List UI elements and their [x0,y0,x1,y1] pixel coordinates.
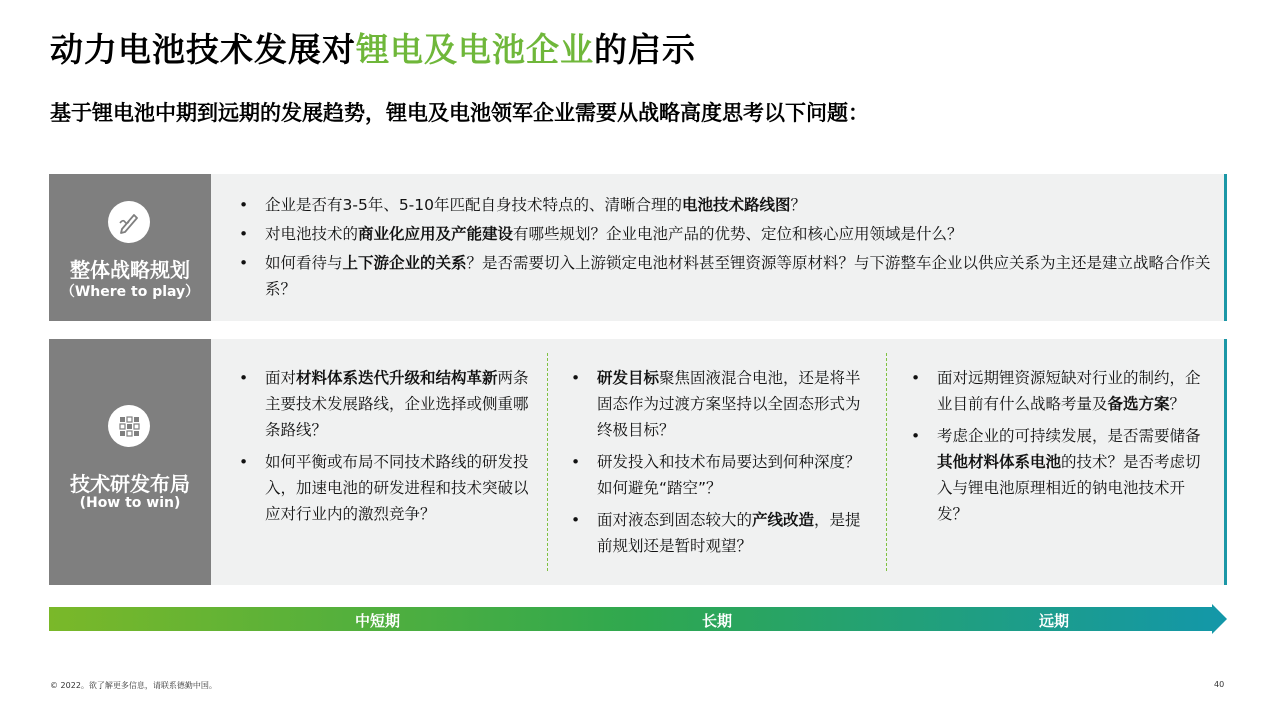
strategy-bullet-list [237,192,1212,305]
page-subtitle: 基于锂电池中期到远期的发展趋势，锂电及电池领军企业需要从战略高度思考以下问题： [50,101,869,125]
strategy-label-box [49,174,211,321]
title-part1: 动力电池技术发展对 [50,30,356,69]
title-part2: 的启示 [594,30,696,69]
list-item: • 研发目标聚焦固液混合电池，还是将半固态作为过渡方案坚持以全固态形式为终极目标？ [569,365,869,443]
list-item: • 研发投入和技术布局要达到何种深度？如何避免“踏空”？ [569,449,869,501]
strategy-sublabel: （Where to play） [60,284,200,300]
column-divider [547,353,548,571]
timeline-label-long: 长期 [702,612,733,630]
list-item: • 面对液态到固态较大的产线改造，是提前规划还是暂时观望？ [569,507,869,559]
strategy-label: 整体战略规划 [70,258,190,282]
timeline-label-far: 远期 [1039,612,1070,630]
title-accent: 锂电及电池企业 [356,30,594,69]
column-divider [886,353,887,571]
grid-icon [108,405,150,447]
list-item: • 面对材料体系迭代升级和结构革新两条主要技术发展路线，企业选择或侧重哪条路线？ [237,365,537,443]
rnd-column-long-term [569,365,869,565]
list-item: • 企业是否有3-5年、5-10年匹配自身技术特点的、清晰合理的电池技术路线图？ [237,192,1212,218]
list-item: • 对电池技术的商业化应用及产能建设有哪些规划？企业电池产品的优势、定位和核心应用领域是什么？ [237,221,1212,247]
rnd-column-short-term [237,365,537,533]
pen-icon [108,201,150,243]
page-title [50,24,696,71]
list-item: • 如何看待与上下游企业的关系？是否需要切入上游锁定电池材料甚至锂资源等原材料？与下游整车企业以供应关系为主还是建立战略合作关系？ [237,250,1212,302]
rnd-column-far-term [909,365,1209,533]
list-item: • 考虑企业的可持续发展，是否需要储备其他材料体系电池的技术？是否考虑切入与锂电池原理相近的钠电池技术开发？ [909,423,1209,527]
footer-copyright: © 2022。欲了解更多信息，请联系德勤中国。 [50,681,217,690]
strategy-panel [49,174,1227,321]
timeline-arrow [49,604,1227,634]
rnd-label: 技术研发布局 [70,472,190,496]
rnd-label-box [49,339,211,585]
rnd-sublabel: (How to win) [79,495,181,511]
page-number: 40 [1214,680,1225,689]
timeline-label-short: 中短期 [355,612,401,630]
rnd-panel [49,339,1227,585]
list-item: • 面对远期锂资源短缺对行业的制约，企业目前有什么战略考量及备选方案？ [909,365,1209,417]
list-item: • 如何平衡或布局不同技术路线的研发投入，加速电池的研发进程和技术突破以应对行业内的激烈竞争？ [237,449,537,527]
